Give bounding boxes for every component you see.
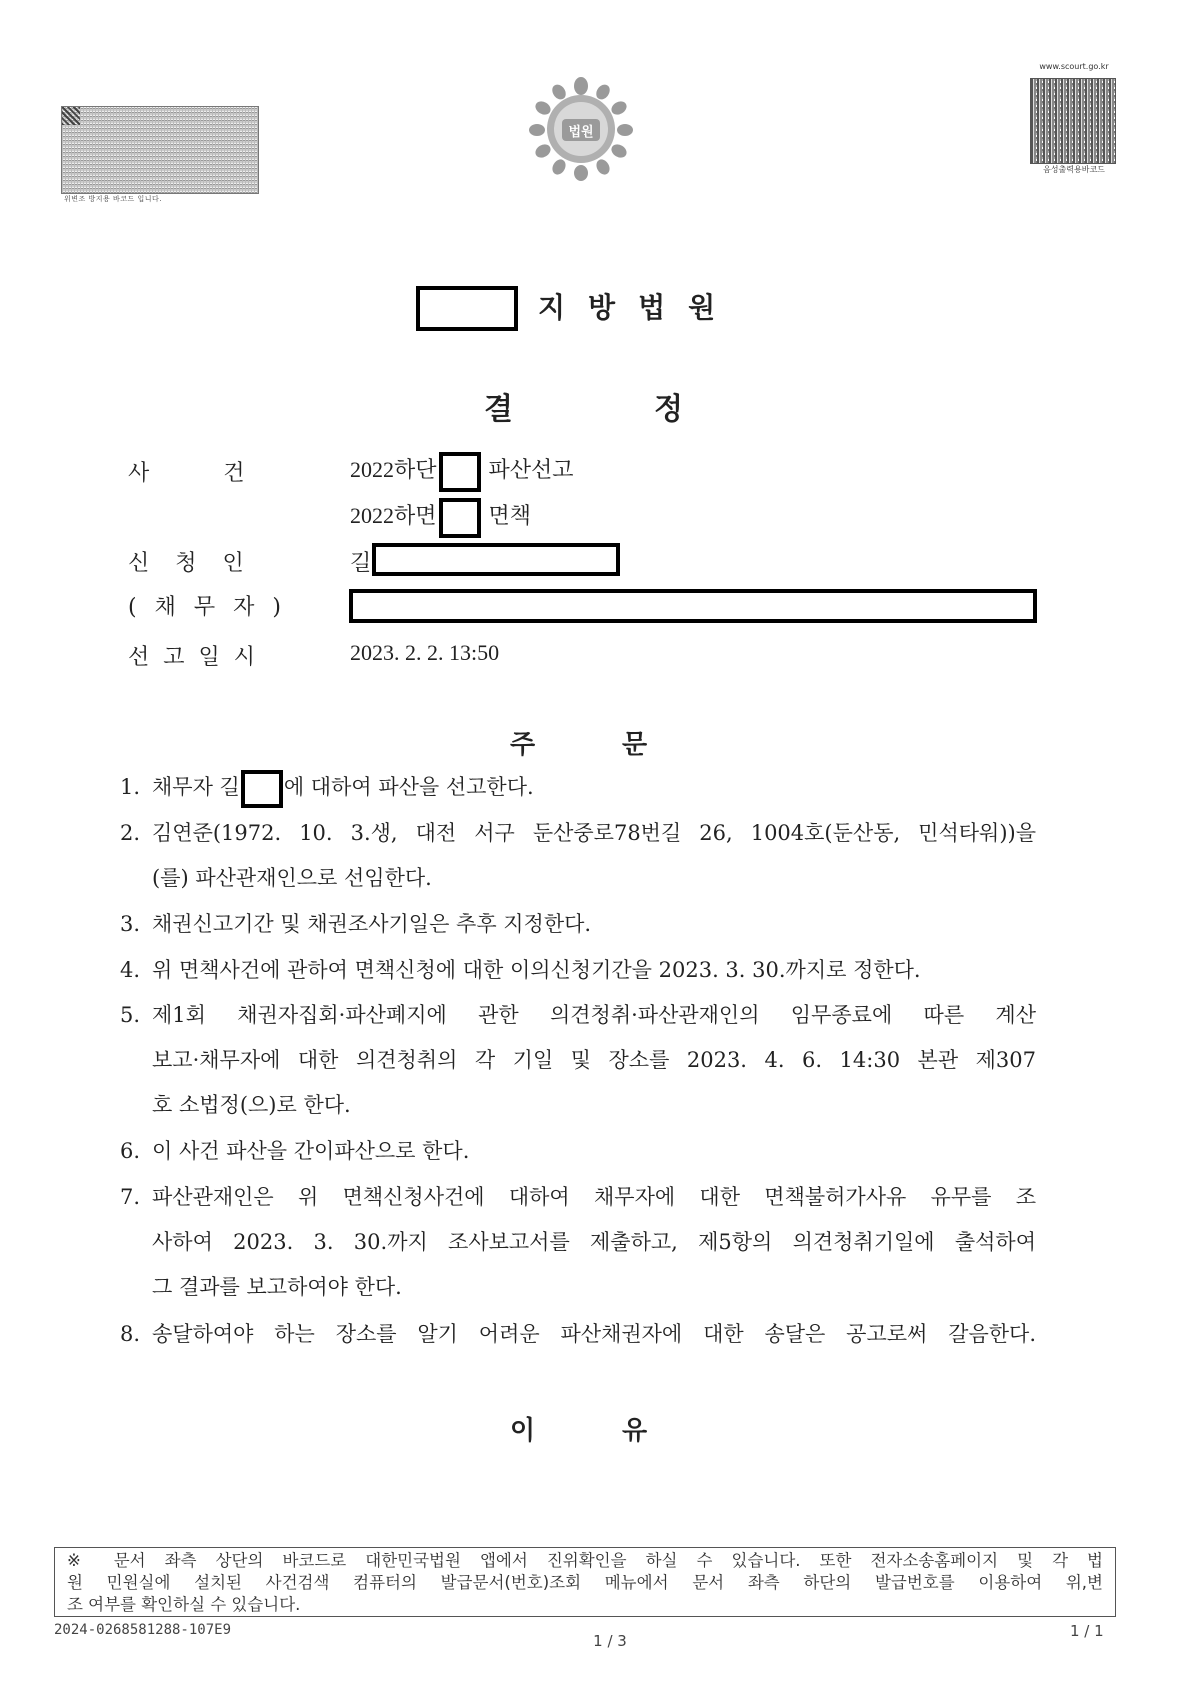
reason-heading-left: 이 [510,1416,536,1446]
redacted-court-region [416,286,518,331]
reason-heading-right: 유 [622,1416,648,1446]
case-number-discharge [350,498,531,538]
case-type: 면책 [488,503,532,529]
order-item-6 [120,1129,1036,1174]
order-item-line: 8. 송달하여야 하는 장소를 알기 어려운 파산채권자에 대한 송달은 공고로써 갈음한다. [120,1322,1036,1346]
verification-notice [54,1547,1116,1617]
debtor-label: (채무자) [128,595,299,620]
order-item-line: (를) 파산관재인으로 선임한다. [152,866,432,890]
document-title-right: 정 [654,392,683,427]
document-title-left: 결 [484,392,513,427]
court-seal-text: 법원 [568,125,594,140]
issue-number: 2024-0268581288-107E9 [54,1622,232,1638]
page-number: 1 / 3 [593,1632,627,1650]
order-item-line: 1. 채무자 길 에 대하여 파산을 선고한다. [120,765,1036,810]
voice-output-barcode [1030,78,1116,164]
case-number-prefix: 2022하단 [350,457,437,483]
order-item-line: 호 소법정(으)로 한다. [152,1093,351,1117]
order-item-line: 3. 채권신고기간 및 채권조사기일은 추후 지정한다. [120,912,592,936]
redacted-case-number [439,452,481,492]
site-url: www.scourt.go.kr [1039,62,1109,71]
barcode-corner-mark [62,107,80,125]
order-item-line: 4. 위 면책사건에 관하여 면책신청에 대한 이의신청기간을 2023. 3. 30.까지로 정한다. [120,958,921,982]
redacted-debtor-name [241,770,283,808]
case-label: 사건 [128,461,319,486]
order-item-2 [120,811,1036,901]
order-item-line: 사하여 2023. 3. 30.까지 조사보고서를 제출하고, 제5항의 의견청취기일에 출석하여 [152,1230,1036,1254]
order-item-7 [120,1175,1036,1310]
order-item-8 [120,1312,1036,1357]
order-item-line: 6. 이 사건 파산을 간이파산으로 한다. [120,1139,470,1163]
anti-forgery-barcode-caption: 위변조 방지용 바코드 입니다. [64,195,163,203]
order-item-4 [120,948,1036,993]
notice-line: 원 민원실에 설치된 사건검색 컴퓨터의 발급문서(번호)조회 메뉴에서 문서 좌측 하단의 발급번호를 이용하여 위,변 [67,1573,1103,1592]
redacted-debtor-address [349,589,1037,623]
order-item-line: 2. 김연준(1972. 10. 3.생, 대전 서구 둔산중로78번길 26, 1004호(둔산동, 민석타워))을 [120,821,1036,845]
order-item-line: 보고·채무자에 대한 의견청취의 각 기일 및 장소를 2023. 4. 6. 14:30 본관 제307 [152,1048,1036,1072]
order-item-line: 5. 제1회 채권자집회·파산폐지에 관한 의견청취·파산관재인의 임무종료에 따른 계산 [120,1003,1036,1027]
order-item-line: 그 결과를 보고하여야 한다. [152,1275,402,1299]
court-name: 지방법원 [538,291,739,324]
page-count: 1 / 1 [1070,1622,1104,1640]
applicant-name: 길 [350,550,372,575]
notice-line: 조 여부를 확인하실 수 있습니다. [67,1595,301,1614]
order-heading-right: 문 [622,730,648,760]
order-item-3 [120,902,1036,947]
order-item-5 [120,993,1036,1128]
order-item-line: 7. 파산관재인은 위 면책신청사건에 대하여 채무자에 대한 면책불허가사유 유무를 조 [120,1185,1036,1209]
redacted-case-number [439,498,481,538]
decision-datetime: 2023. 2. 2. 13:50 [350,640,500,665]
voice-output-barcode-caption: 음성출력용바코드 [1043,165,1105,174]
order-item-1 [120,765,1036,810]
case-type: 파산선고 [488,457,574,483]
case-number-bankruptcy [350,452,574,492]
case-number-prefix: 2022하면 [350,503,437,529]
order-heading-left: 주 [510,730,536,760]
anti-forgery-barcode [61,106,259,194]
date-label: 선고일시 [128,645,270,670]
redacted-applicant-name [372,543,620,576]
applicant-label: 신청인 [128,551,270,576]
notice-line: ※ 문서 좌측 상단의 바코드로 대한민국법원 앱에서 진위확인을 하실 수 있습니다. 또한 전자소송홈페이지 및 각 법 [67,1551,1103,1570]
